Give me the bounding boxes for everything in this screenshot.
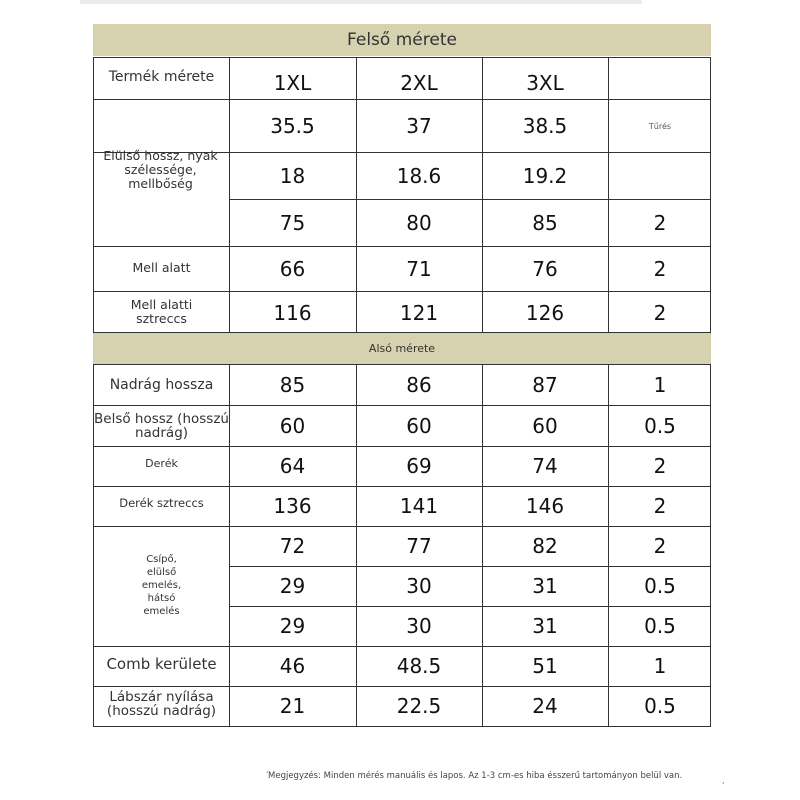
bot-r2-2xl: 69 <box>406 454 432 478</box>
bot-r5-1xl: 29 <box>279 574 306 598</box>
size-1xl-header: 1XL <box>273 70 312 95</box>
note-mark-left: ʻ <box>266 770 269 779</box>
bot-r4-1xl: 72 <box>279 534 306 558</box>
top-r4-3xl: 126 <box>525 300 565 325</box>
bot-r8-1xl: 21 <box>279 694 306 718</box>
bot-r0-2xl: 86 <box>406 373 432 397</box>
inseam-label: Belső hossz (hosszú nadrág) <box>94 410 229 441</box>
under-bust-label: Mell alatt <box>132 259 191 275</box>
bot-r6-2xl: 30 <box>406 614 432 638</box>
bot-r7-3xl: 51 <box>532 654 558 678</box>
bot-r3-2xl: 141 <box>399 494 439 518</box>
under-bust-stretch-label: Mell alatti sztreccs <box>130 296 193 326</box>
bottom-section-title: Alsó mérete <box>93 333 711 364</box>
bot-r2-tolerance: 2 <box>653 454 667 478</box>
bot-r5-3xl: 31 <box>532 574 558 598</box>
top-r2-1xl: 75 <box>279 210 306 235</box>
top-r2-3xl: 85 <box>532 210 558 235</box>
bot-r7-1xl: 46 <box>279 654 306 678</box>
product-size-header: Termék mérete <box>108 68 215 85</box>
top-r3-1xl: 66 <box>279 256 306 281</box>
bot-r7-tolerance: 1 <box>653 654 667 678</box>
top-r3-3xl: 76 <box>532 256 558 281</box>
bot-r8-2xl: 22.5 <box>396 694 442 718</box>
bottom-size-table <box>93 364 711 727</box>
bot-r0-3xl: 87 <box>532 373 558 397</box>
top-r0-2xl: 37 <box>406 114 432 138</box>
top-r3-tolerance: 2 <box>653 256 667 281</box>
bot-r0-1xl: 85 <box>279 373 306 397</box>
bot-r3-1xl: 136 <box>273 494 312 518</box>
bot-r5-2xl: 30 <box>406 574 432 598</box>
size-3xl-header: 3XL <box>526 70 564 95</box>
size-2xl-header: 2XL <box>400 70 438 95</box>
top-r2-2xl: 80 <box>406 210 432 235</box>
bot-r4-tolerance: 2 <box>653 534 667 558</box>
bot-r1-tolerance: 0.5 <box>644 413 676 438</box>
bot-r1-1xl: 60 <box>279 413 306 438</box>
top-r4-1xl: 116 <box>273 300 312 325</box>
waist-stretch-label: Derék sztreccs <box>119 496 204 510</box>
top-size-table <box>93 57 711 333</box>
top-r4-tolerance: 2 <box>653 300 667 325</box>
bot-r2-3xl: 74 <box>532 454 558 478</box>
hip-rise-label: Csípő, elülső emelés, hátsó emelés <box>141 553 182 617</box>
front-length-neck-chest-label: Elülső hossz, nyak szélessége, mellbőség <box>103 148 218 191</box>
bot-r5-tolerance: 0.5 <box>644 574 676 598</box>
measurement-note: Megjegyzés: Minden mérés manuális és lapos. Az 1-3 cm-es hiba ésszerű tartományon belül van. <box>268 771 683 781</box>
bot-r8-tolerance: 0.5 <box>644 694 676 718</box>
bot-r6-3xl: 31 <box>532 614 558 638</box>
top-section-title: Felső mérete <box>93 24 711 56</box>
bot-r0-tolerance: 1 <box>653 373 667 397</box>
bot-r2-1xl: 64 <box>279 454 306 478</box>
bot-r7-2xl: 48.5 <box>396 654 442 678</box>
bot-r6-1xl: 29 <box>279 614 306 638</box>
bot-r1-2xl: 60 <box>406 413 432 438</box>
bot-r1-3xl: 60 <box>532 413 558 438</box>
top-divider <box>80 0 642 4</box>
bot-r4-3xl: 82 <box>532 534 558 558</box>
thigh-circumference-label: Comb kerülete <box>106 655 217 673</box>
bot-r8-3xl: 24 <box>532 694 558 718</box>
bot-r3-3xl: 146 <box>525 494 565 518</box>
tolerance-label: Tűrés <box>648 121 672 131</box>
top-r1-1xl: 18 <box>279 163 306 188</box>
top-r0-1xl: 35.5 <box>270 114 315 138</box>
pants-length-label: Nadrág hossza <box>109 377 214 393</box>
bot-r3-tolerance: 2 <box>653 494 667 518</box>
top-r1-3xl: 19.2 <box>522 163 568 188</box>
top-r3-2xl: 71 <box>406 256 432 281</box>
waist-label: Derék <box>145 457 178 470</box>
bot-r6-tolerance: 0.5 <box>644 614 676 638</box>
top-r0-3xl: 38.5 <box>522 114 568 138</box>
bot-r4-2xl: 77 <box>406 534 432 558</box>
leg-opening-label: Lábszár nyílása (hosszú nadrág) <box>106 689 217 719</box>
top-r1-2xl: 18.6 <box>396 163 442 188</box>
top-r4-2xl: 121 <box>399 300 439 325</box>
top-r2-tolerance: 2 <box>653 210 667 235</box>
note-mark-right: , <box>722 776 725 785</box>
